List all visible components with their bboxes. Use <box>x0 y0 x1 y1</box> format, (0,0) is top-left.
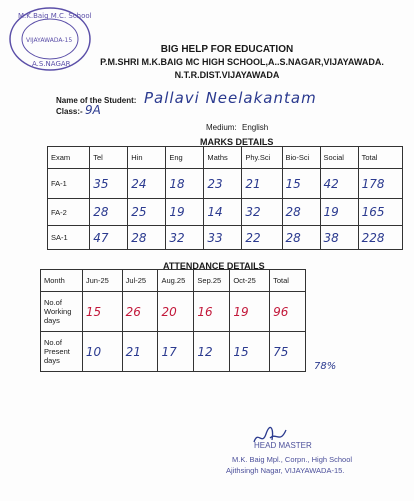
exam-name: SA-1 <box>48 226 90 250</box>
mark-total: 228 <box>361 230 385 245</box>
stamp-bottom-text: A.S.NAGAR <box>32 60 71 68</box>
present-days-value: 12 <box>197 344 213 359</box>
exam-name: FA-2 <box>48 199 90 226</box>
working-days-label <box>41 292 83 332</box>
medium-value: English <box>242 123 269 132</box>
label-line: No.of <box>44 298 62 307</box>
mark-value: 32 <box>169 230 185 245</box>
marks-col-exam: Exam <box>48 147 90 169</box>
table-row <box>48 226 403 250</box>
attendance-percentage: 78% <box>314 361 337 372</box>
mark-value: 47 <box>93 230 109 245</box>
att-col-jul: Jul-25 <box>122 270 158 292</box>
mark-total: 165 <box>361 205 385 219</box>
mark-value: 32 <box>245 205 261 219</box>
marks-col-eng: Eng <box>166 147 204 169</box>
mark-value: 33 <box>207 230 223 245</box>
student-name-value: Pallavi Neelakantam <box>144 89 317 107</box>
stamp-center-text: VIJAYAWADA-15 <box>26 37 73 44</box>
attendance-table <box>40 269 306 372</box>
table-row <box>48 199 403 226</box>
medium-label: Medium: <box>206 123 237 132</box>
marks-col-maths: Maths <box>204 147 242 169</box>
working-days-value: 16 <box>197 304 213 319</box>
mark-value: 22 <box>245 230 261 245</box>
working-days-value: 19 <box>233 304 249 319</box>
marks-col-total: Total <box>358 147 402 169</box>
att-col-sep: Sep.25 <box>194 270 230 292</box>
mark-value: 14 <box>207 205 223 219</box>
mark-value: 28 <box>285 230 301 245</box>
marks-section-title: MARKS DETAILS <box>200 137 274 147</box>
mark-value: 28 <box>93 205 109 219</box>
label-line: days <box>44 356 60 365</box>
mark-value: 19 <box>169 205 185 219</box>
marks-header-row <box>48 147 403 169</box>
label-line: No.of <box>44 338 62 347</box>
mark-value: 24 <box>131 176 147 191</box>
marks-col-social: Social <box>320 147 358 169</box>
working-days-value: 20 <box>161 304 177 319</box>
working-days-value: 26 <box>125 304 141 319</box>
present-days-value: 15 <box>233 344 249 359</box>
att-col-aug: Aug.25 <box>158 270 194 292</box>
att-col-month: Month <box>41 270 83 292</box>
present-days-label <box>41 332 83 372</box>
mark-value: 38 <box>323 230 339 245</box>
mark-value: 15 <box>285 176 301 191</box>
mark-value: 35 <box>93 176 109 191</box>
present-days-value: 21 <box>125 344 141 359</box>
att-col-oct: Oct-25 <box>230 270 270 292</box>
label-line: Present <box>44 347 70 356</box>
table-row <box>41 332 306 372</box>
mark-value: 21 <box>245 176 261 191</box>
exam-name: FA-1 <box>48 169 90 199</box>
table-row <box>41 292 306 332</box>
marks-col-tel: Tel <box>90 147 128 169</box>
mark-value: 19 <box>323 205 339 219</box>
table-row <box>48 169 403 199</box>
mark-value: 25 <box>131 205 147 219</box>
label-line: Working <box>44 307 72 316</box>
mark-value: 28 <box>131 230 147 245</box>
working-days-total: 96 <box>273 304 289 319</box>
att-col-total: Total <box>270 270 306 292</box>
label-line: days <box>44 316 60 325</box>
mark-total: 178 <box>361 176 385 191</box>
headmaster-title: HEAD MASTER <box>254 441 312 450</box>
class-label: Class:- <box>56 107 83 116</box>
present-days-value: 17 <box>161 344 177 359</box>
school-name: P.M.SHRI M.K.BAIG MC HIGH SCHOOL,A..S.NAGAR,VIJAYAWADA. <box>100 57 384 67</box>
marks-table <box>47 146 403 250</box>
marks-col-biosci: Bio-Sci <box>282 147 320 169</box>
marks-col-hin: Hin <box>128 147 166 169</box>
district-name: N.T.R.DIST.VIJAYAWADA <box>174 70 280 80</box>
mark-value: 28 <box>285 205 301 219</box>
footer-line-2: Ajithsingh Nagar, VIJAYAWADA-15. <box>226 466 345 475</box>
mark-value: 18 <box>169 176 185 191</box>
marks-col-physci: Phy.Sci <box>242 147 282 169</box>
working-days-value: 15 <box>85 304 102 319</box>
attendance-header-row <box>41 270 306 292</box>
att-col-jun: Jun-25 <box>82 270 122 292</box>
student-name-label: Name of the Student: <box>56 96 137 105</box>
stamp-top-text: M.K.Baig M.C. School <box>18 12 92 20</box>
present-days-value: 10 <box>85 344 102 359</box>
footer-line-1: M.K. Baig Mpl., Corpn., High School <box>232 455 353 464</box>
mark-value: 42 <box>323 176 339 191</box>
class-value: 9A <box>85 103 101 117</box>
mark-value: 23 <box>207 176 223 191</box>
document-title: BIG HELP FOR EDUCATION <box>160 44 294 55</box>
present-days-total: 75 <box>273 344 289 359</box>
attendance-section-title: ATTENDANCE DETAILS <box>163 261 265 271</box>
